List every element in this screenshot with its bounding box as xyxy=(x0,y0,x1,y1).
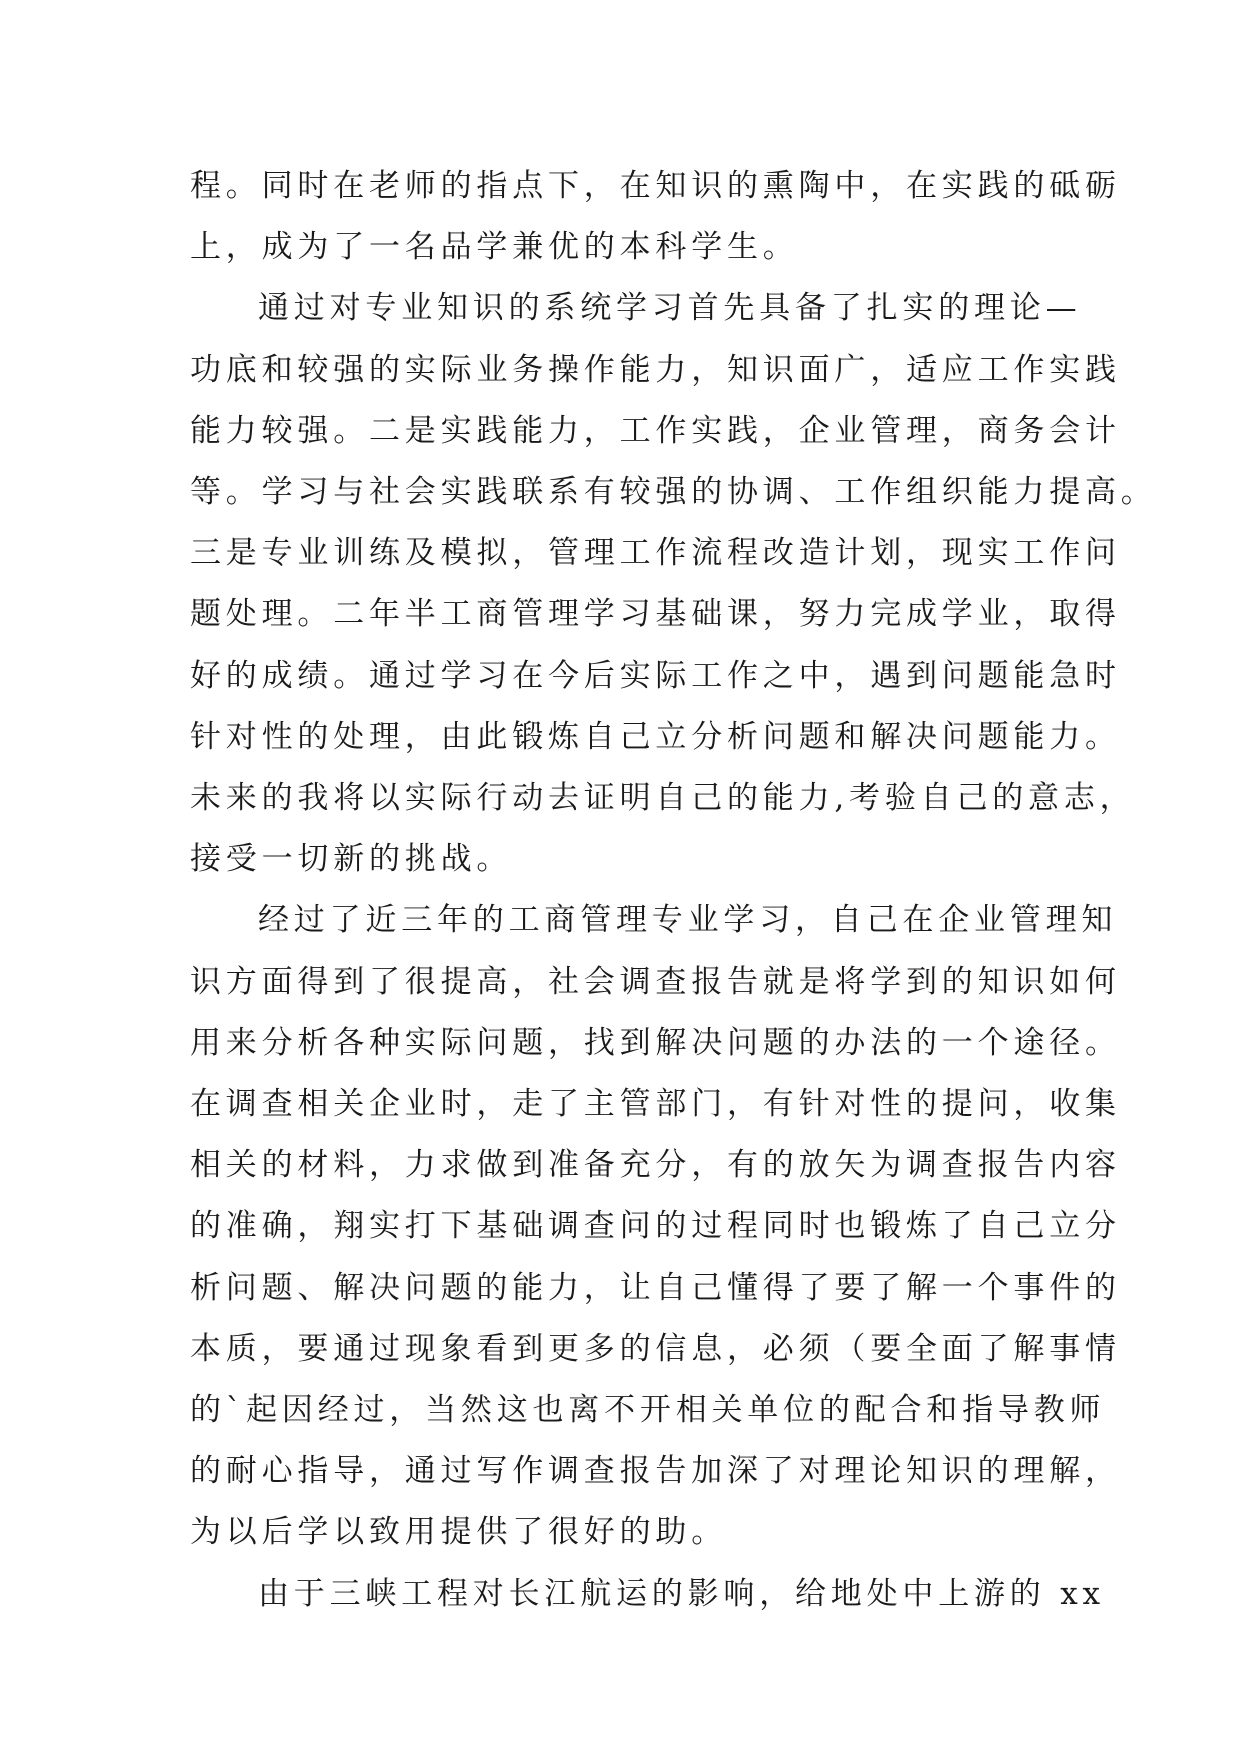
text-line: 经过了近三年的工商管理专业学习，自己在企业管理知 xyxy=(258,902,1118,939)
text-line: 由于三峡工程对长江航运的影响，给地处中上游的 xx xyxy=(258,1575,1105,1612)
text-line: 程。同时在老师的指点下，在知识的熏陶中，在实践的砥砺 xyxy=(190,168,1121,204)
text-line: 在调查相关企业时，走了主管部门，有针对性的提问，收集 xyxy=(190,1086,1121,1123)
text-line: 通过对专业知识的系统学习首先具备了扎实的理论— xyxy=(258,290,1082,327)
text-line: 能力较强。二是实践能力，工作实践，企业管理，商务会计 xyxy=(190,412,1121,449)
paragraph xyxy=(190,1564,1105,1625)
text-line: 的`起因经过，当然这也离不开相关单位的配合和指导教师 xyxy=(190,1392,1106,1429)
text-line: 的耐心指导，通过写作调查报告加深了对理论知识的理解， xyxy=(190,1453,1121,1490)
paragraph xyxy=(190,156,1121,278)
text-line: 好的成绩。通过学习在今后实际工作之中，遇到问题能急时 xyxy=(190,657,1121,694)
text-line: 识方面得到了很提高，社会调查报告就是将学到的知识如何 xyxy=(190,963,1121,1000)
text-line: 功底和较强的实际业务操作能力，知识面广，适应工作实践 xyxy=(190,351,1121,388)
paragraph xyxy=(190,278,1157,890)
text-line: 未来的我将以实际行动去证明自己的能力,考验自己的意志， xyxy=(190,780,1136,817)
body-text xyxy=(190,156,1157,1625)
text-line: 本质，要通过现象看到更多的信息，必须（要全面了解事情 xyxy=(190,1330,1121,1367)
text-line: 接受一切新的挑战。 xyxy=(190,841,513,878)
text-line: 相关的材料，力求做到准备充分，有的放矢为调查报告内容 xyxy=(190,1147,1121,1184)
text-line: 上，成为了一名品学兼优的本科学生。 xyxy=(190,229,799,266)
paragraph xyxy=(190,890,1121,1563)
text-line: 针对性的处理，由此锻炼自己立分析问题和解决问题能力。 xyxy=(190,718,1121,755)
text-line: 为以后学以致用提供了很好的助。 xyxy=(190,1514,727,1551)
text-line: 三是专业训练及模拟，管理工作流程改造计划，现实工作问 xyxy=(190,535,1121,572)
text-line: 的准确，翔实打下基础调查问的过程同时也锻炼了自己立分 xyxy=(190,1208,1121,1245)
text-line: 析问题、解决问题的能力，让自己懂得了要了解一个事件的 xyxy=(190,1269,1121,1306)
text-line: 题处理。二年半工商管理学习基础课，努力完成学业，取得 xyxy=(190,596,1121,633)
text-line: 等。学习与社会实践联系有较强的协调、工作组织能力提高。 xyxy=(190,474,1157,511)
text-line: 用来分析各种实际问题，找到解决问题的办法的一个途径。 xyxy=(190,1024,1121,1061)
